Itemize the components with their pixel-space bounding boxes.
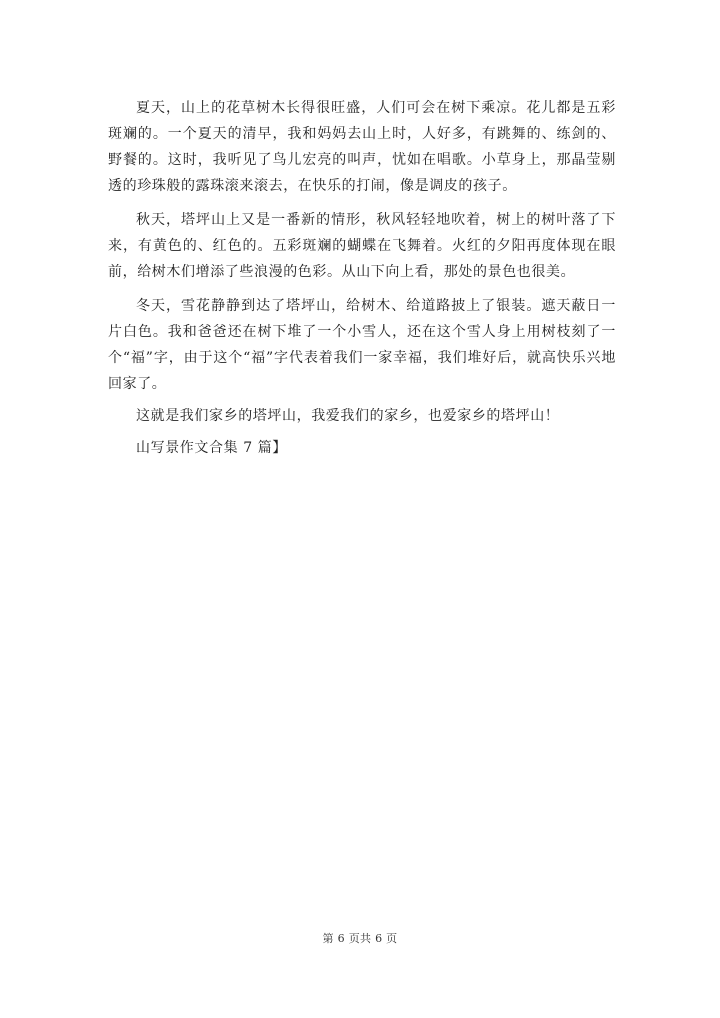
paragraph-collection-title: 山写景作文合集 7 篇】 bbox=[136, 440, 288, 456]
document-body bbox=[108, 95, 616, 461]
paragraph-conclusion: 这就是我们家乡的塔坪山，我爱我们的家乡，也爱家乡的塔坪山！ bbox=[136, 408, 560, 424]
paragraph-winter: 冬天，雪花静静到达了塔坪山，给树木、给道路披上了银装。遮天蔽日一片白色。我和爸爸还在树下堆了一个小雪人，还在这个雪人身上用树枝刻了一个“福”字，由于这个“福”字代表着我们一家幸福，我们堆好后，就高快乐兴地回家了。 bbox=[108, 298, 616, 392]
paragraph-summer: 夏天，山上的花草树木长得很旺盛，人们可会在树下乘凉。花儿都是五彩斑斓的。一个夏天的清早，我和妈妈去山上时，人好多，有跳舞的、练剑的、野餐的。这时，我听见了鸟儿宏亮的叫声，忧如在唱歌。小草身上，那晶莹剔透的珍珠般的露珠滚来滚去，在快乐的打闹，像是调皮的孩子。 bbox=[108, 100, 616, 194]
paragraph-autumn: 秋天，塔坪山上又是一番新的情形，秋风轻轻地吹着，树上的树叶落了下来，有黄色的、红色的。五彩斑斓的蝴蝶在飞舞着。火红的夕阳再度体现在眼前，给树木们增添了些浪漫的色彩。从山下向上看，那处的景色也很美。 bbox=[108, 212, 616, 280]
page-number-footer: 第 6 页共 6 页 bbox=[322, 932, 398, 945]
